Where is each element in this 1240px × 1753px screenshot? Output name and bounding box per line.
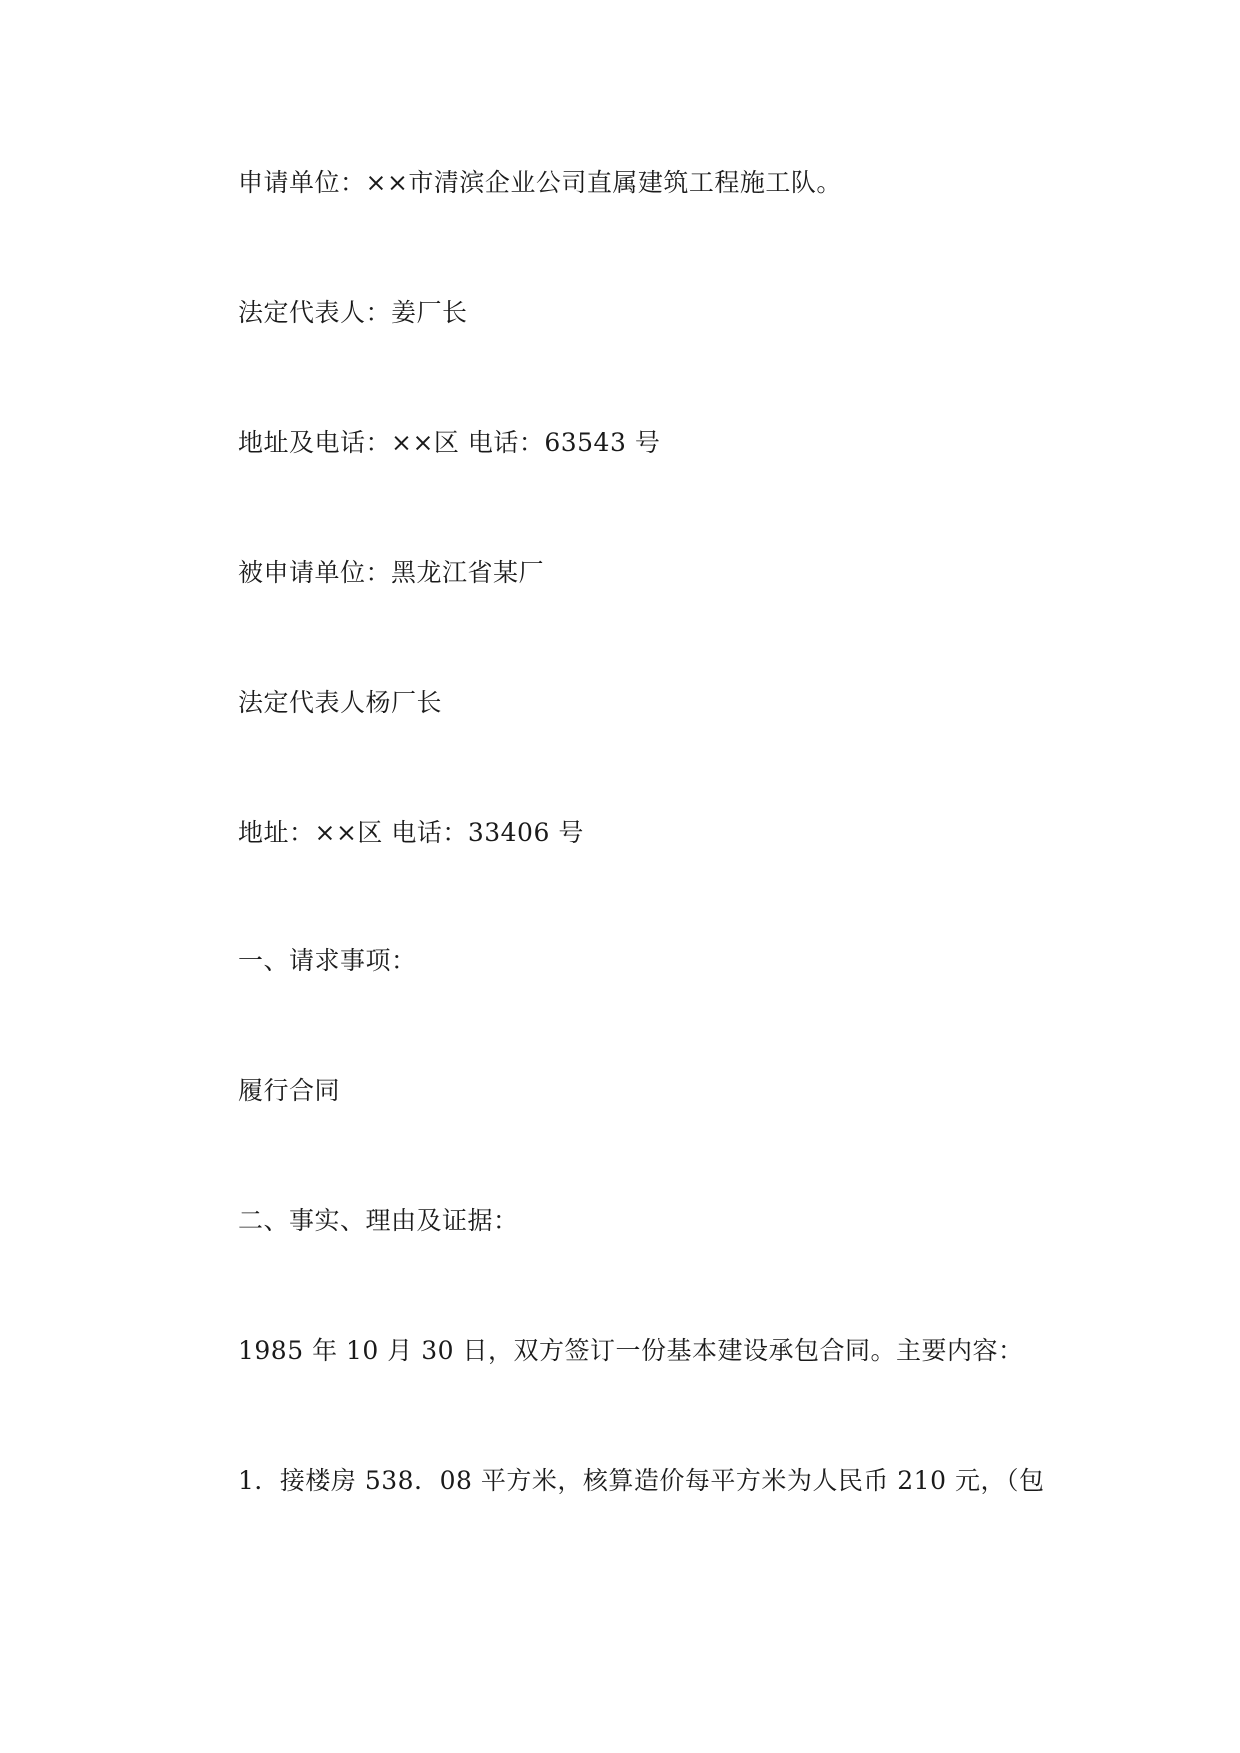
request-item: 履行合同: [238, 1076, 341, 1105]
applicant-legal-rep: 法定代表人：姜厂长: [238, 298, 468, 327]
applicant-unit: 申请单位：××市清滨企业公司直属建筑工程施工队。: [238, 168, 842, 197]
respondent-address-phone: 地址：××区 电话：33406 号: [238, 818, 584, 847]
applicant-address-phone: 地址及电话：××区 电话：63543 号: [238, 428, 661, 457]
respondent-legal-rep: 法定代表人杨厂长: [238, 688, 443, 717]
section-heading-requests: 一、请求事项：: [238, 946, 417, 975]
facts-paragraph: 1985 年 10 月 30 日，双方签订一份基本建设承包合同。主要内容：: [238, 1336, 1024, 1365]
respondent-unit: 被申请单位：黑龙江省某厂: [238, 558, 545, 587]
contract-item-1: 1．接楼房 538．08 平方米，核算造价每平方米为人民币 210 元，（包: [238, 1466, 1045, 1495]
section-heading-facts: 二、事实、理由及证据：: [238, 1206, 519, 1235]
